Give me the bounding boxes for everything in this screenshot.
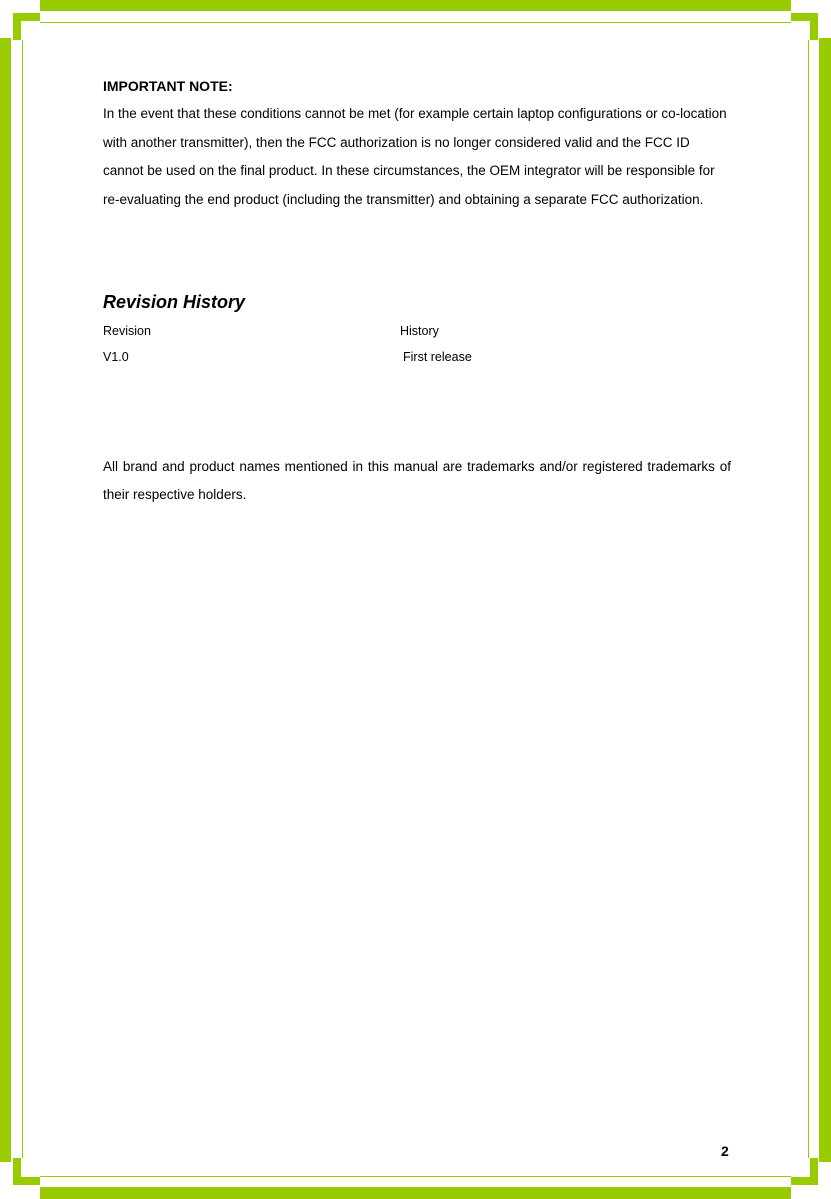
frame-corner-bottom-left-vertical	[13, 1158, 21, 1185]
page-number: 2	[721, 1143, 729, 1159]
revision-column-header: Revision	[103, 324, 151, 338]
frame-left-bar	[0, 38, 11, 1162]
frame-bottom-bar	[40, 1187, 791, 1199]
frame-top-bar	[40, 0, 791, 11]
frame-inner-line-bottom	[40, 1176, 791, 1177]
trademark-notice: All brand and product names mentioned in this manual are trademarks and/or registered trademarks of their respective holders.	[103, 459, 731, 502]
important-note-heading: IMPORTANT NOTE:	[103, 78, 233, 94]
history-column-header: History	[400, 324, 439, 338]
frame-inner-line-left	[22, 40, 23, 1158]
frame-corner-top-left-vertical	[13, 13, 21, 40]
frame-inner-line-top	[40, 22, 791, 23]
important-note-section	[103, 77, 731, 214]
frame-inner-line-right	[808, 40, 809, 1158]
revision-cell: V1.0	[103, 350, 129, 364]
important-note-body: In the event that these conditions cannot be met (for example certain laptop configurations or co-location with another transmitter), then the FCC authorization is no longer considered valid and the FCC ID cannot be used on the final product. In these circumstances, the OEM integrator will be responsible for re-evaluating the end product (including the transmitter) and obtaining a separate FCC authorization.	[103, 106, 727, 207]
frame-right-bar	[819, 38, 831, 1162]
frame-corner-bottom-right-vertical	[810, 1158, 818, 1185]
history-cell: First release	[403, 350, 472, 364]
frame-corner-top-right-vertical	[810, 13, 818, 40]
revision-history-title: Revision History	[103, 292, 246, 312]
